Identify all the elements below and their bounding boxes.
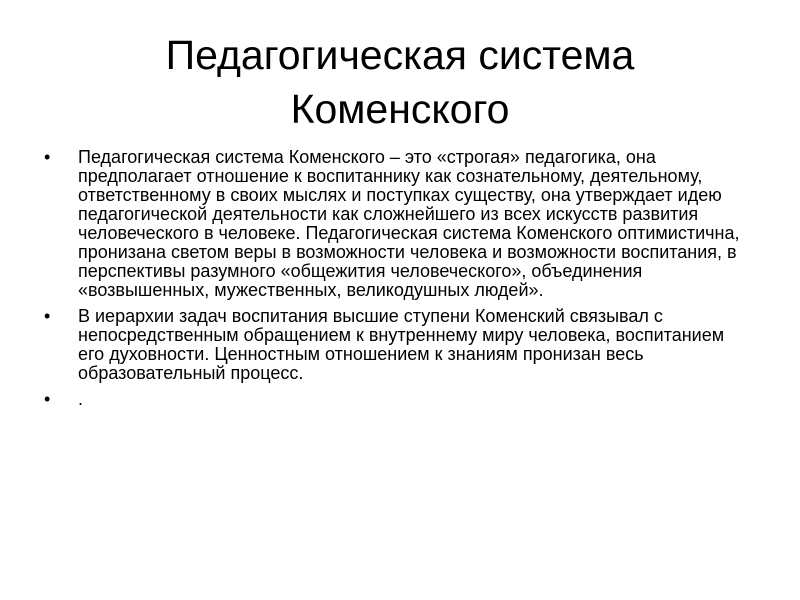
slide-title-line-1: Педагогическая система bbox=[165, 32, 635, 78]
bullet-text: В иерархии задач воспитания высшие ступени Коменский связывал с непосредственным обращением к внутреннему миру человека, воспитанием его духовности. Ценностным отношением к знаниям пронизан весь образовательный процесс. bbox=[78, 306, 725, 383]
bullet-marker: • bbox=[44, 147, 51, 167]
bullet-item-2 bbox=[40, 307, 740, 383]
bullet-item-3 bbox=[40, 390, 740, 409]
bullet-list bbox=[40, 148, 740, 416]
bullet-marker: • bbox=[44, 306, 51, 326]
slide-title bbox=[60, 28, 740, 136]
bullet-item-1 bbox=[40, 148, 740, 300]
bullet-text: . bbox=[78, 389, 84, 409]
bullet-marker: • bbox=[44, 389, 51, 409]
slide-title-line-2: Коменского bbox=[290, 86, 510, 132]
bullet-text: Педагогическая система Коменского – это «строгая» педагогика, она предполагает отношение к воспитаннику как сознательному, деятельному, ответственному в своих мыслях и поступках существу, она утверждает идею педагогической деятельности как сложнейшего из всех искусств развития человеческого в человеке. Педагогическая система Коменского оптимистична, пронизана светом веры в возможности человека и возможности воспитания, в перспективы разумного «общежития человеческого», объединения «возвышенных, мужественных, великодушных людей». bbox=[78, 147, 740, 300]
